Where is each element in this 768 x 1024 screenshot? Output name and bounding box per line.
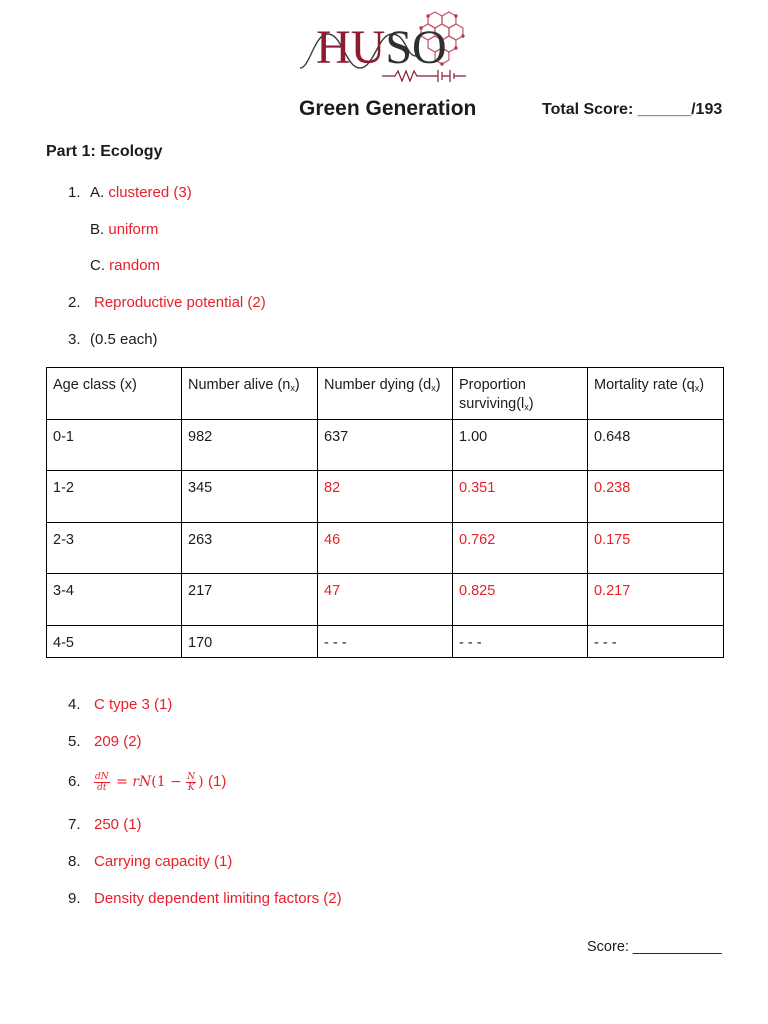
cell-proportion-surviving: - - -	[453, 626, 588, 658]
header-number-dying: Number dying $(d_x)$	[318, 368, 453, 420]
cell-number-alive: 345	[182, 471, 318, 523]
cell-proportion-surviving: 0.762	[453, 523, 588, 574]
cell-proportion-surviving: 1.00	[453, 420, 588, 471]
formula-open: (1 −	[151, 774, 182, 790]
total-score: Total Score: ______/193	[542, 101, 723, 118]
question-5	[0, 733, 768, 751]
atom-dot	[426, 14, 429, 17]
part-letter: C.	[90, 257, 105, 274]
answer-text: 250 (1)	[94, 816, 142, 833]
question-number: 9.	[68, 890, 81, 907]
fraction-numerator: dN	[95, 771, 109, 782]
answer-text: Reproductive potential (2)	[94, 294, 266, 311]
answer-text: Density dependent limiting factors (2)	[94, 890, 342, 907]
cell-number-alive: 217	[182, 574, 318, 626]
part-letter: B.	[90, 221, 105, 238]
table-row	[47, 626, 724, 658]
fraction-denominator: dt	[97, 782, 107, 793]
logistic-growth-formula	[94, 771, 226, 793]
table-row	[47, 471, 724, 523]
question-8	[0, 853, 768, 871]
header-mortality-rate: Mortality rate $(q_x)$	[588, 368, 724, 420]
cell-age-class: 1-2	[47, 471, 182, 523]
header-proportion-surviving: Proportion $surviving(l_x)$	[453, 368, 588, 420]
cell-mortality-rate: 0.238	[588, 471, 724, 523]
cell-mortality-rate: 0.217	[588, 574, 724, 626]
question-number: 7.	[68, 816, 81, 833]
cell-number-alive: 982	[182, 420, 318, 471]
question-3	[0, 331, 768, 349]
fraction-n-k	[186, 772, 196, 793]
answer-points: (1)	[208, 773, 227, 790]
question-1-part-c	[90, 257, 160, 275]
question-note: (0.5 each)	[90, 331, 158, 348]
question-1	[0, 184, 768, 202]
cell-number-alive: 170	[182, 626, 318, 658]
logo-text-hu: HU	[316, 21, 386, 74]
formula-variable: rN	[132, 774, 152, 790]
question-1-part-b	[90, 221, 158, 239]
cell-number-dying: 46	[318, 523, 453, 574]
question-6	[0, 771, 768, 793]
section-score: Score: ___________	[587, 939, 722, 955]
header-age-class: Age class (x)	[47, 368, 182, 420]
cell-mortality-rate: 0.175	[588, 523, 724, 574]
cell-age-class: 2-3	[47, 523, 182, 574]
cell-number-dying: 47	[318, 574, 453, 626]
fraction-denominator: K	[187, 782, 195, 793]
page-title: Green Generation	[299, 97, 477, 120]
cell-age-class: 3-4	[47, 574, 182, 626]
table-row	[47, 523, 724, 574]
life-table	[46, 367, 724, 658]
question-1-part-c-row	[0, 257, 768, 275]
question-number: 2.	[68, 294, 81, 311]
question-number: 5.	[68, 733, 81, 750]
answer-text: random	[109, 257, 161, 274]
question-7	[0, 816, 768, 834]
question-number: 1.	[68, 184, 81, 201]
part-letter: A.	[90, 184, 105, 201]
logo-text-so: SO	[385, 21, 447, 74]
table-header-row	[47, 368, 724, 420]
cell-age-class: 4-5	[47, 626, 182, 658]
huso-logo	[298, 10, 472, 86]
answer-text: uniform	[108, 221, 159, 238]
answer-text: clustered (3)	[108, 184, 192, 201]
section-title: Part 1: Ecology	[46, 143, 163, 160]
question-9	[0, 890, 768, 908]
fraction-numerator: N	[187, 771, 196, 782]
logo-text	[316, 21, 447, 74]
header-number-alive: Number alive $(n_x)$	[182, 368, 318, 420]
answer-text: C type 3 (1)	[94, 696, 173, 713]
atom-dot	[461, 34, 464, 37]
answer-text: Carrying capacity (1)	[94, 853, 233, 870]
table-row	[47, 420, 724, 471]
cell-proportion-surviving: 0.825	[453, 574, 588, 626]
cell-proportion-surviving: 0.351	[453, 471, 588, 523]
cell-mortality-rate: - - -	[588, 626, 724, 658]
fraction-dn-dt	[94, 772, 110, 793]
cell-number-dying: 82	[318, 471, 453, 523]
cell-number-dying: - - -	[318, 626, 453, 658]
atom-dot	[454, 14, 457, 17]
question-2	[0, 294, 768, 312]
atom-dot	[454, 46, 457, 49]
formula-close: )	[198, 774, 204, 790]
cell-mortality-rate: 0.648	[588, 420, 724, 471]
cell-age-class: 0-1	[47, 420, 182, 471]
question-number: 8.	[68, 853, 81, 870]
question-number: 3.	[68, 331, 81, 348]
formula-equals: =	[116, 774, 128, 790]
question-1-part-b-row	[0, 221, 768, 239]
answer-text: 209 (2)	[94, 733, 142, 750]
question-number: 4.	[68, 696, 81, 713]
question-1-part-a	[90, 184, 192, 202]
cell-number-dying: 637	[318, 420, 453, 471]
cell-number-alive: 263	[182, 523, 318, 574]
question-number: 6.	[68, 773, 81, 790]
table-row	[47, 574, 724, 626]
question-4	[0, 696, 768, 714]
